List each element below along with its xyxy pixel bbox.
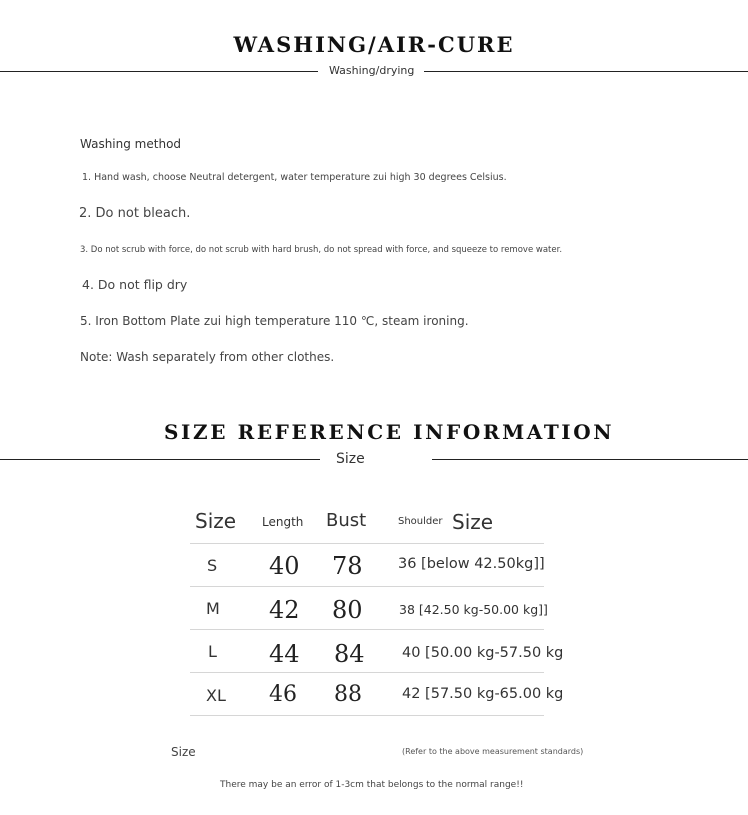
row-s-bust: 78 bbox=[332, 552, 363, 580]
washing-step-5: 5. Iron Bottom Plate zui high temperature 110 ℃, steam ironing. bbox=[80, 314, 469, 328]
row-xl-bust: 88 bbox=[334, 682, 362, 707]
size-rule-right bbox=[432, 459, 748, 460]
row-m-shoulder-size: 38 [42.50 kg-50.00 kg]] bbox=[399, 602, 548, 617]
row-m-size: M bbox=[206, 599, 220, 618]
header-bust: Bust bbox=[326, 510, 367, 531]
table-divider bbox=[190, 715, 544, 716]
washing-subtitle: Washing/drying bbox=[329, 64, 415, 77]
size-error-note: There may be an error of 1-3cm that belongs to the normal range!! bbox=[220, 780, 524, 790]
header-size-2: Size bbox=[452, 510, 494, 534]
header-length: Length bbox=[262, 515, 304, 529]
washing-step-3: 3. Do not scrub with force, do not scrub with hard brush, do not spread with force, and squeeze to remove water. bbox=[80, 245, 563, 255]
row-l-bust: 84 bbox=[334, 640, 365, 668]
size-footer-label: Size bbox=[171, 745, 196, 759]
washing-method-heading: Washing method bbox=[80, 137, 182, 151]
washing-step-4: 4. Do not flip dry bbox=[82, 277, 188, 292]
row-m-length: 42 bbox=[269, 596, 300, 624]
washing-step-1: 1. Hand wash, choose Neutral detergent, water temperature zui high 30 degrees Celsius. bbox=[82, 172, 507, 183]
washing-note: Note: Wash separately from other clothes. bbox=[80, 350, 335, 364]
washing-rule-right bbox=[424, 71, 748, 72]
header-shoulder: Shoulder bbox=[398, 516, 443, 527]
row-xl-shoulder-size: 42 [57.50 kg-65.00 kg bbox=[402, 686, 564, 702]
row-s-length: 40 bbox=[269, 552, 300, 580]
row-l-size: L bbox=[208, 642, 217, 661]
row-xl-size: XL bbox=[206, 686, 226, 705]
table-divider bbox=[190, 586, 544, 587]
row-xl-length: 46 bbox=[269, 682, 297, 707]
washing-rule-left bbox=[0, 71, 318, 72]
row-m-bust: 80 bbox=[332, 596, 363, 624]
header-size: Size bbox=[195, 509, 237, 533]
size-subtitle: Size bbox=[336, 451, 365, 467]
table-divider bbox=[190, 672, 544, 673]
row-s-size: S bbox=[207, 556, 218, 575]
size-footer-note: (Refer to the above measurement standards) bbox=[402, 747, 584, 756]
row-l-shoulder-size: 40 [50.00 kg-57.50 kg bbox=[402, 645, 564, 661]
washing-title: WASHING/AIR-CURE bbox=[233, 32, 515, 57]
washing-step-2: 2. Do not bleach. bbox=[79, 206, 191, 221]
table-divider bbox=[190, 629, 544, 630]
size-title: SIZE REFERENCE INFORMATION bbox=[164, 420, 615, 444]
row-s-shoulder-size: 36 [below 42.50kg]] bbox=[398, 556, 545, 572]
row-l-length: 44 bbox=[269, 640, 300, 668]
table-divider bbox=[190, 543, 544, 544]
size-rule-left bbox=[0, 459, 320, 460]
